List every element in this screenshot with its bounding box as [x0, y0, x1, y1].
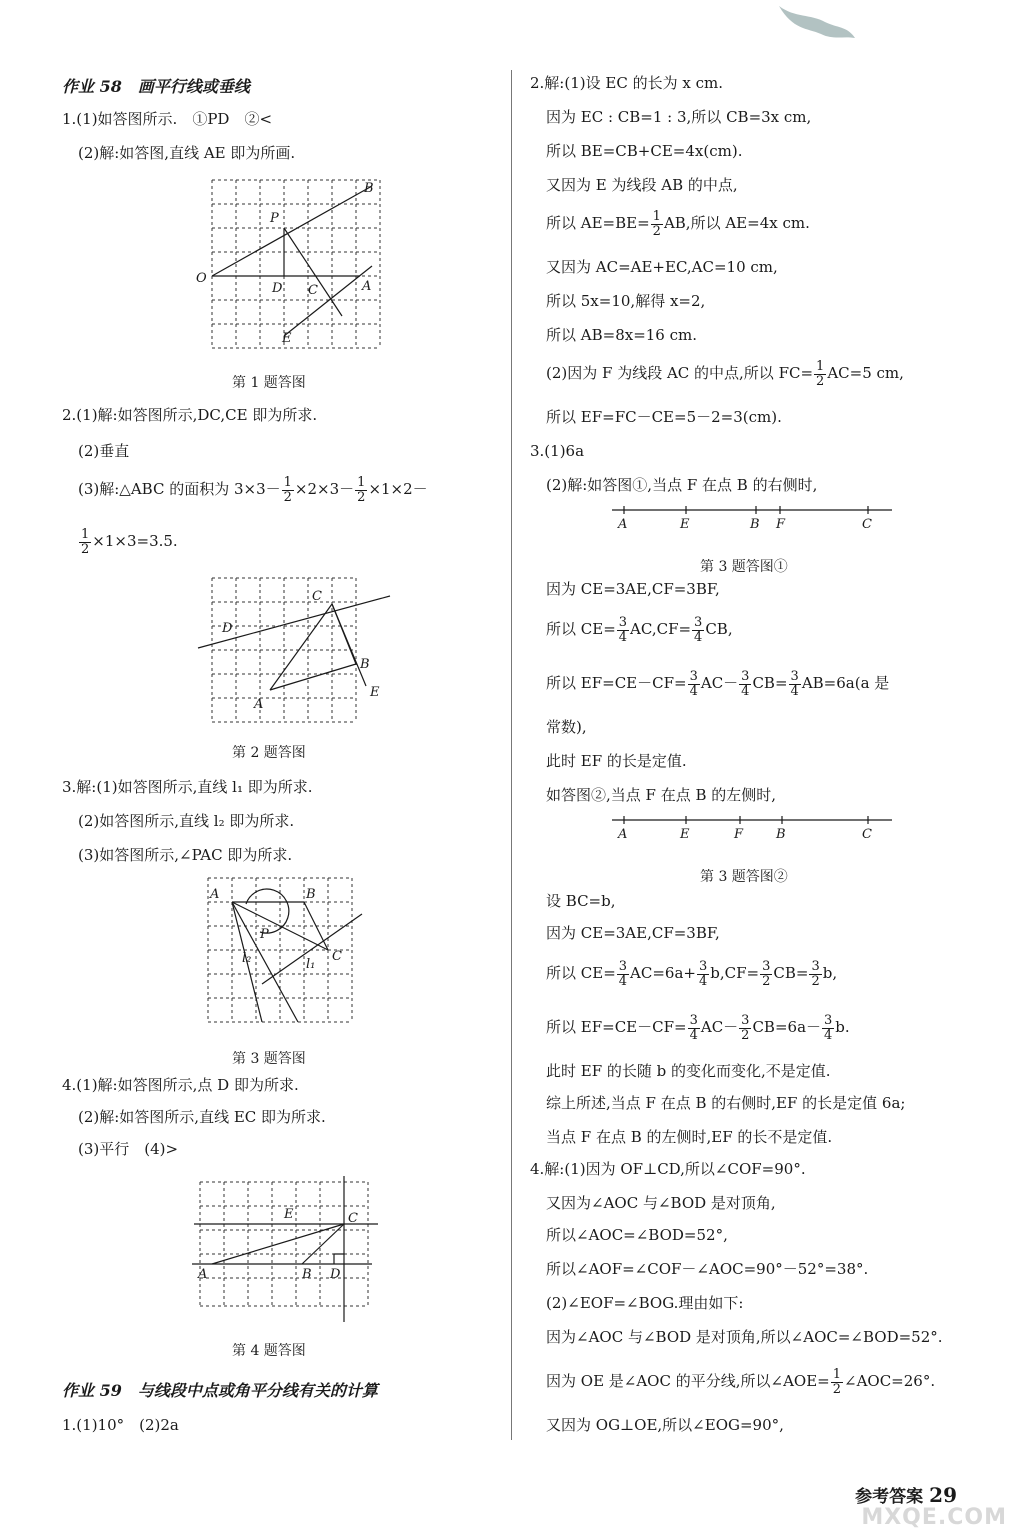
fraction: $\frac{1}{2}$ — [652, 208, 661, 239]
fig4-label: E — [284, 1207, 294, 1222]
answer-line: 3.解:(1)如答图所示,直线 l₁ 即为所求. — [62, 778, 313, 796]
section-title-58: 作业 58 画平行线或垂线 — [62, 77, 250, 96]
fig3-label: P — [260, 927, 269, 942]
text-fragment: AC=5 cm, — [827, 364, 904, 382]
figure-caption: 第 3 题答图① — [700, 559, 788, 575]
fraction: $\frac{3}{4}$ — [689, 1012, 698, 1043]
fraction: $\frac{1}{2}$ — [816, 358, 825, 389]
figure-caption: 第 3 题答图② — [700, 869, 788, 885]
watermark: MXQE.COM — [861, 1505, 1007, 1530]
seg2-label: E — [680, 827, 690, 842]
answer-line: 因为 CE=3AE,CF=3BF, — [546, 580, 720, 598]
segment-figure-1 — [610, 500, 900, 540]
fig4-label: C — [348, 1211, 358, 1226]
corner-decoration-icon — [777, 0, 857, 45]
fraction: $\frac{1}{2}$ — [357, 474, 366, 505]
seg1-label: E — [680, 517, 690, 532]
fraction: $\frac{3}{2}$ — [762, 958, 771, 989]
fig2-label: A — [254, 697, 264, 712]
answer-line: 所以∠AOF=∠COF－∠AOC=90°－52°=38°. — [546, 1260, 869, 1278]
seg2-label: C — [862, 827, 872, 842]
text-fragment: AC,CF= — [630, 620, 692, 638]
answer-line — [78, 474, 428, 505]
figure-caption: 第 2 题答图 — [232, 745, 306, 761]
fig4-label: B — [302, 1267, 312, 1282]
figure-1-diagram — [192, 176, 392, 356]
answer-line: 如答图②,当点 F 在点 B 的左侧时, — [546, 786, 777, 804]
fraction: $\frac{1}{2}$ — [832, 1366, 841, 1397]
text-fragment: ×1×3=3.5. — [92, 532, 178, 550]
seg1-label: B — [750, 517, 760, 532]
page-footer — [855, 1482, 957, 1507]
text-fragment: 所以 EF=CE－CF= — [546, 674, 687, 692]
text-fragment: AC－ — [700, 1018, 739, 1036]
text-fragment: 所以 CE= — [546, 964, 616, 982]
answer-line: 设 BC=b, — [546, 892, 616, 910]
answer-line — [546, 1012, 850, 1043]
text-fragment: AB,所以 AE=4x cm. — [663, 214, 810, 232]
seg2-label: B — [776, 827, 786, 842]
fig3-label: C — [332, 949, 342, 964]
fraction: $\frac{3}{4}$ — [790, 668, 799, 699]
fig2-label: B — [360, 657, 370, 672]
fraction: $\frac{3}{4}$ — [741, 668, 750, 699]
answer-line: (3)如答图所示,∠PAC 即为所求. — [78, 846, 293, 864]
text-fragment: (3)解:△ABC 的面积为 3×3－ — [78, 480, 281, 498]
answer-line: 此时 EF 的长是定值. — [546, 752, 687, 770]
fig1-label: A — [362, 279, 372, 294]
answer-line: 4.解:(1)因为 OF⊥CD,所以∠COF=90°. — [530, 1160, 806, 1178]
answer-line: 当点 F 在点 B 的左侧时,EF 的长不是定值. — [546, 1128, 833, 1146]
fig2-label: E — [370, 685, 380, 700]
fig3-label: B — [306, 887, 316, 902]
fraction: $\frac{3}{4}$ — [698, 958, 708, 989]
text-fragment: ∠AOC=26°. — [844, 1372, 936, 1390]
answer-line: 所以 BE=CB+CE=4x(cm). — [546, 142, 743, 160]
answer-line — [546, 358, 904, 389]
figure-caption: 第 3 题答图 — [232, 1051, 306, 1067]
text-fragment: ×2×3－ — [294, 480, 355, 498]
answer-line: 3.(1)6a — [530, 442, 585, 460]
answer-line: 综上所述,当点 F 在点 B 的右侧时,EF 的长是定值 6a; — [546, 1094, 906, 1112]
answer-line: (3)平行 (4)> — [78, 1140, 179, 1158]
answer-line: 2.(1)解:如答图所示,DC,CE 即为所求. — [62, 406, 318, 424]
text-fragment: b,CF= — [710, 964, 760, 982]
figure-3-diagram — [202, 874, 372, 1024]
answer-line: 因为∠AOC 与∠BOD 是对顶角,所以∠AOC=∠BOD=52°. — [546, 1328, 943, 1346]
fig3-label: A — [210, 887, 220, 902]
answer-line: (2)解:如答图所示,直线 EC 即为所求. — [78, 1108, 326, 1126]
figure-caption: 第 4 题答图 — [232, 1343, 306, 1359]
answer-line — [546, 668, 889, 699]
text-fragment: CB= — [773, 964, 809, 982]
seg1-label: C — [862, 517, 872, 532]
answer-line: 所以 AB=8x=16 cm. — [546, 326, 698, 344]
footer-label: 参考答案 — [855, 1487, 924, 1507]
answer-line: 所以∠AOC=∠BOD=52°, — [546, 1226, 728, 1244]
answer-line: 2.解:(1)设 EC 的长为 x cm. — [530, 74, 723, 92]
seg2-label: F — [734, 827, 744, 842]
fig2-label: D — [222, 621, 233, 636]
text-fragment: b, — [822, 964, 838, 982]
answer-line: (2)如答图所示,直线 l₂ 即为所求. — [78, 812, 295, 830]
fig1-label: B — [364, 181, 374, 196]
answer-line: 所以 EF=FC－CE=5－2=3(cm). — [546, 408, 782, 426]
fig2-label: C — [312, 589, 322, 604]
fig1-label: D — [272, 281, 283, 296]
fraction: $\frac{3}{2}$ — [811, 958, 820, 989]
text-fragment: ×1×2－ — [368, 480, 428, 498]
fraction: $\frac{3}{4}$ — [618, 614, 628, 645]
fraction: $\frac{1}{2}$ — [283, 474, 292, 505]
text-fragment: CB, — [705, 620, 733, 638]
answer-line — [546, 958, 837, 989]
answer-line: (2)垂直 — [78, 442, 130, 460]
answer-line: 又因为 AC=AE+EC,AC=10 cm, — [546, 258, 778, 276]
page-number: 29 — [929, 1483, 957, 1507]
text-fragment: (2)因为 F 为线段 AC 的中点,所以 FC= — [546, 364, 814, 382]
answer-line: (2)∠EOF=∠BOG.理由如下: — [546, 1294, 744, 1312]
text-fragment: 所以 EF=CE－CF= — [546, 1018, 687, 1036]
fig1-label: C — [308, 283, 318, 298]
answer-line: 又因为 E 为线段 AB 的中点, — [546, 176, 738, 194]
fraction: $\frac{1}{2}$ — [81, 526, 90, 557]
answer-line — [546, 208, 810, 239]
answer-line: 又因为 OG⊥OE,所以∠EOG=90°, — [546, 1416, 784, 1434]
text-fragment: 所以 AE=BE= — [546, 214, 650, 232]
answer-line — [546, 614, 733, 645]
seg1-label: F — [776, 517, 786, 532]
figure-4-diagram — [192, 1176, 382, 1326]
fraction: $\frac{3}{4}$ — [689, 668, 698, 699]
text-fragment: b. — [835, 1018, 850, 1036]
text-fragment: AB=6a(a 是 — [801, 674, 890, 692]
fraction: $\frac{3}{2}$ — [741, 1012, 750, 1043]
text-fragment: CB=6a－ — [752, 1018, 822, 1036]
text-fragment: 所以 CE= — [546, 620, 616, 638]
fig4-label: D — [330, 1267, 341, 1282]
seg1-label: A — [618, 517, 628, 532]
answer-line: 1.(1)如答图所示. ①PD ②< — [62, 110, 273, 128]
answer-line: (2)解:如答图,直线 AE 即为所画. — [78, 144, 296, 162]
figure-caption: 第 1 题答图 — [232, 375, 306, 391]
answer-line: 此时 EF 的长随 b 的变化而变化,不是定值. — [546, 1062, 831, 1080]
text-fragment: 因为 OE 是∠AOC 的平分线,所以∠AOE= — [546, 1372, 830, 1390]
answer-line: 1.(1)10° (2)2a — [62, 1416, 179, 1434]
fraction: $\frac{3}{4}$ — [694, 614, 703, 645]
answer-line: 因为 EC : CB=1 : 3,所以 CB=3x cm, — [546, 108, 812, 126]
fig1-label: E — [282, 331, 292, 346]
answer-line: (2)解:如答图①,当点 F 在点 B 的右侧时, — [546, 476, 818, 494]
answer-line — [546, 1366, 935, 1397]
answer-line: 所以 5x=10,解得 x=2, — [546, 292, 706, 310]
fraction: $\frac{3}{4}$ — [824, 1012, 833, 1043]
fig3-label: l₁ — [306, 957, 316, 972]
answer-line: 因为 CE=3AE,CF=3BF, — [546, 924, 720, 942]
answer-line: 常数), — [546, 718, 587, 736]
answer-line — [78, 526, 178, 557]
segment-figure-2 — [610, 810, 900, 850]
figure-2-diagram — [194, 574, 394, 724]
text-fragment: AC=6a+ — [630, 964, 696, 982]
text-fragment: CB= — [752, 674, 788, 692]
fraction: $\frac{3}{4}$ — [618, 958, 628, 989]
column-divider — [511, 70, 512, 1440]
fig3-label: l₂ — [242, 951, 252, 966]
fig1-label: P — [270, 211, 279, 226]
text-fragment: AC－ — [700, 674, 739, 692]
fig4-label: A — [198, 1267, 208, 1282]
seg2-label: A — [618, 827, 628, 842]
fig1-label: O — [196, 271, 207, 286]
section-title-59: 作业 59 与线段中点或角平分线有关的计算 — [62, 1381, 378, 1400]
answer-line: 4.(1)解:如答图所示,点 D 即为所求. — [62, 1076, 299, 1094]
answer-line: 又因为∠AOC 与∠BOD 是对顶角, — [546, 1194, 776, 1212]
